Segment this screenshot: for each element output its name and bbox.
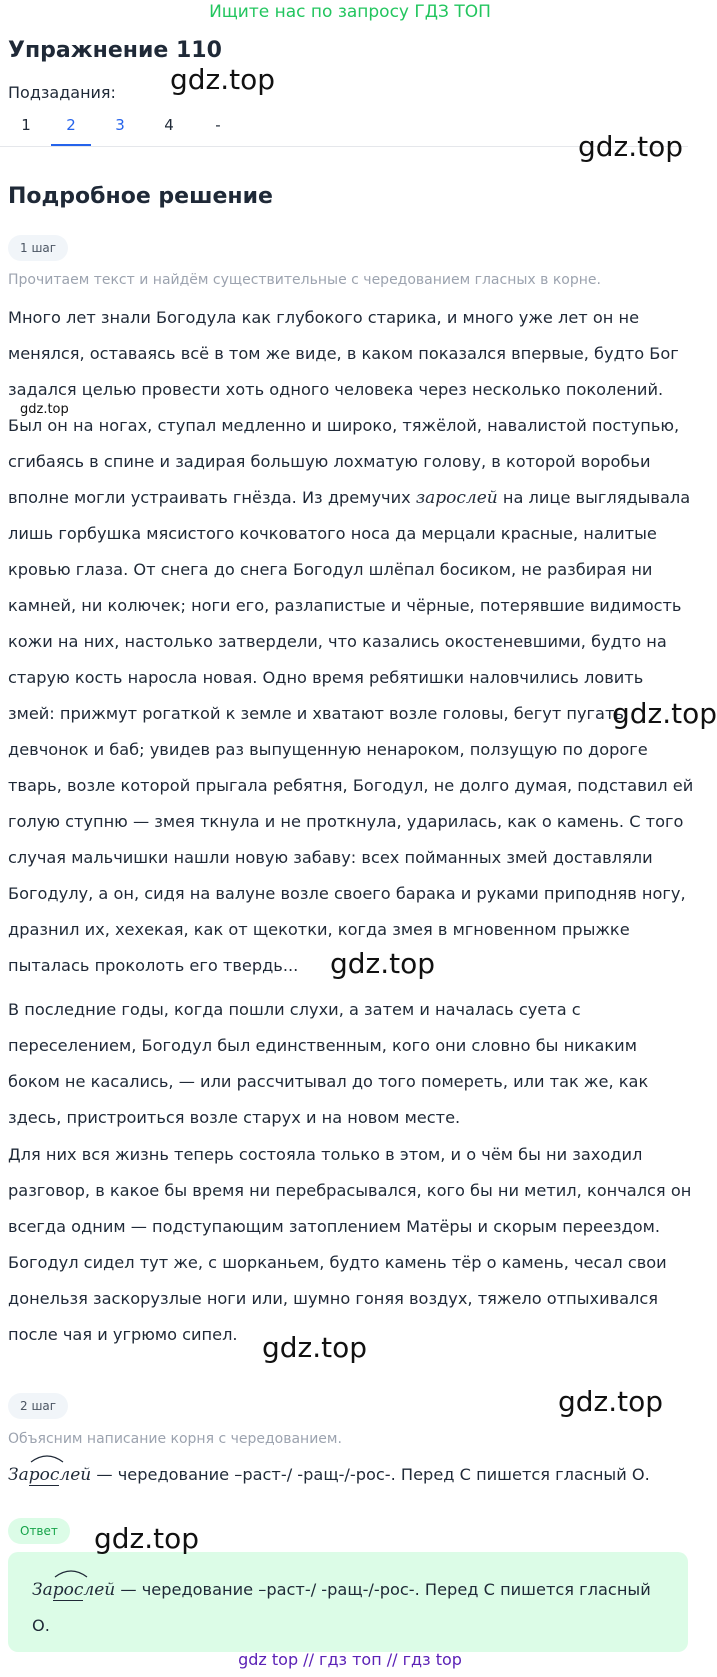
solution-title: Подробное решение [8, 184, 273, 209]
morpheme-word [32, 1580, 115, 1600]
text-line: дразнил их, хехекая, как от щекотки, когда змея в мгновенном прыжке [8, 920, 630, 939]
text-line: девчонок и баб; увидев раз выпущенную ненароком, ползущую по дороге [8, 740, 648, 759]
text-line: менялся, оставаясь всё в том же виде, в каком показался впервые, будто Бог [8, 344, 679, 363]
step-2-badge: 2 шаг [8, 1393, 68, 1419]
text-line: кровью глаза. От снега до снега Богодул шлёпал босиком, не разбирая ни [8, 560, 653, 579]
step-1-badge: 1 шаг [8, 235, 68, 261]
text-line: Для них вся жизнь теперь состояла только в этом, и о чём бы ни заходил [8, 1145, 643, 1164]
watermark: gdz.top [558, 1385, 664, 1418]
page-title: Упражнение 110 [8, 38, 222, 63]
watermark: gdz.top [578, 130, 684, 163]
highlighted-word: зарослей [415, 488, 498, 508]
text-line [8, 1457, 692, 1493]
footer-links[interactable]: gdz top // гдз топ // гдз top [238, 1650, 462, 1669]
step-1-hint: Прочитаем текст и найдём существительные с чередованием гласных в корне. [8, 272, 601, 288]
word-root: рос [29, 1457, 60, 1493]
text-line: кожи на них, настолько затвердели, что казались окостеневшими, будто на [8, 632, 667, 651]
text-line: донельзя заскорузлые ноги или, шумно гоняя воздух, тяжело отпыхивался [8, 1289, 659, 1308]
text-paragraph-3 [8, 1137, 692, 1353]
word-suffix: лей [59, 1465, 92, 1485]
watermark: gdz.top [20, 402, 69, 417]
text-line: Много лет знали Богодула как глубокого старика, и много уже лет он не [8, 308, 640, 327]
text-paragraph-2 [8, 992, 692, 1136]
answer-text [32, 1572, 672, 1644]
tab-2[interactable]: 2 [51, 112, 91, 146]
text-line [8, 480, 692, 516]
step-2-explanation [8, 1457, 692, 1493]
text-line: после чая и угрюмо сипел. [8, 1325, 238, 1344]
text-segment: на лице выглядывала [502, 488, 691, 507]
tab-dash[interactable]: - [215, 116, 221, 134]
text-line: камней, ни колючек; ноги его, разлапистые и чёрные, потерявшие видимость [8, 596, 682, 615]
text-line: сгибаясь в спине и задирая большую лохматую голову, в которой воробьи [8, 452, 651, 471]
text-line: задался целью провести хоть одного человека через несколько поколений. [8, 380, 664, 399]
word-prefix: За [32, 1580, 53, 1600]
step-2-hint: Объясним написание корня с чередованием. [8, 1431, 342, 1447]
answer-box [8, 1552, 688, 1652]
text-line: Был он на ногах, ступал медленно и широко, тяжёлой, навалистой поступью, [8, 416, 680, 435]
text-paragraph-1 [8, 300, 692, 984]
search-banner: Ищите нас по запросу ГДЗ ТОП [209, 2, 491, 22]
text-line: здесь, пристроиться возле старух и на новом месте. [8, 1108, 461, 1127]
watermark: gdz.top [94, 1522, 200, 1555]
text-segment: вполне могли устраивать гнёзда. Из дремучих [8, 488, 411, 507]
watermark: gdz.top [612, 697, 717, 730]
word-suffix: лей [83, 1580, 116, 1600]
text-line: В последние годы, когда пошли слухи, а затем и началась суета с [8, 1000, 581, 1019]
watermark: gdz.top [170, 63, 276, 96]
text-line: переселением, Богодул был единственным, кого они словно бы никаким [8, 1036, 637, 1055]
text-line: тварь, возле которой прыгала ребятня, Богодул, не долго думая, подставил ей [8, 776, 694, 795]
text-line: Богодул сидел тут же, с шорканьем, будто камень тёр о камень, чесал свои [8, 1253, 667, 1272]
text-line: всегда одним — подступающим затоплением Матёры и скорым переездом. [8, 1217, 660, 1236]
text-line: боком не касались, — или рассчитывал до того помереть, или так же, как [8, 1072, 649, 1091]
text-line: случая мальчишки нашли новую забаву: всех пойманных змей доставляли [8, 848, 653, 867]
answer-explanation: — чередование –раст-/ -ращ-/-рос-. Перед С пишется гласный [120, 1580, 651, 1599]
explanation-text: — чередование –раст-/ -ращ-/-рос-. Перед С пишется гласный О. [96, 1465, 650, 1484]
text-line: разговор, в какое бы время ни перебрасывался, кого бы ни метил, кончался он [8, 1181, 692, 1200]
text-line: лишь горбушка мясистого кочковатого носа да мерцали красные, налитые [8, 524, 657, 543]
answer-explanation-end: О. [32, 1616, 50, 1635]
tab-4[interactable]: 4 [164, 116, 174, 134]
subtasks-label: Подзадания: [8, 83, 116, 102]
text-line: пыталась проколоть его твердь... [8, 956, 299, 975]
morpheme-word [8, 1465, 91, 1485]
root-arc-icon [53, 1568, 89, 1578]
word-prefix: За [8, 1465, 29, 1485]
text-line: старую кость наросла новая. Одно время ребятишки наловчились ловить [8, 668, 644, 687]
tab-1[interactable]: 1 [21, 116, 31, 134]
text-line: голую ступню — змея ткнула и не проткнула, ударилась, как о камень. С того [8, 812, 684, 831]
watermark: gdz.top [330, 947, 436, 980]
watermark: gdz.top [262, 1331, 368, 1364]
answer-badge: Ответ [8, 1518, 70, 1544]
word-root: рос [53, 1572, 84, 1608]
root-arc-icon [29, 1453, 65, 1463]
text-line: Богодулу, а он, сидя на валуне возле своего барака и руками приподняв ногу, [8, 884, 686, 903]
tab-3[interactable]: 3 [115, 116, 125, 134]
text-line: змей: прижмут рогаткой к земле и хватают возле головы, бегут пугать [8, 704, 624, 723]
